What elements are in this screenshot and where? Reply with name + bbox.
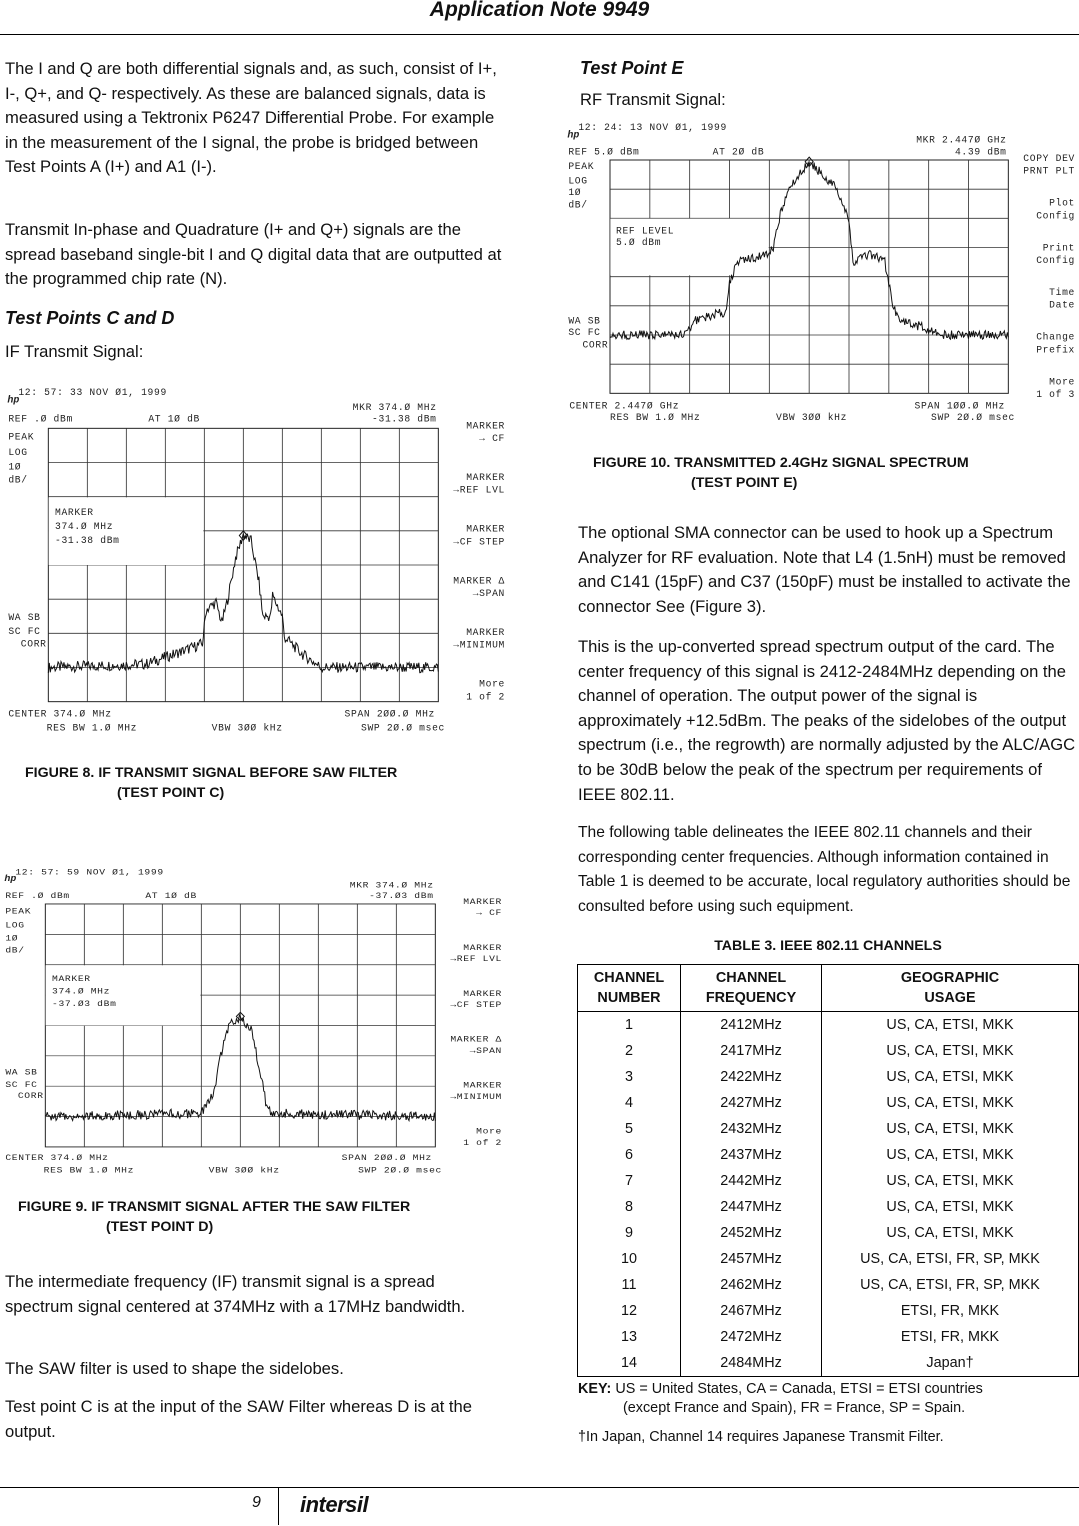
correction-label: SC FC <box>8 626 41 637</box>
paragraph: The I and Q are both differential signals and, as such, consist of I+, I-, Q+, and Q- respectively. As these are balanced signals, data is measured using a Tektronix P6247 Differential Probe. For example in the measurement of the I signal, the probe is bridged between Test Points A (I+) and A1 (I-). <box>5 59 497 177</box>
correction-label: CORR <box>582 339 609 351</box>
softkey-label: Time <box>1049 287 1075 298</box>
geographic-usage: US, CA, ETSI, MKK <box>822 1038 1079 1064</box>
annotation-text: 374.Ø MHz <box>52 985 111 997</box>
geographic-usage: US, CA, ETSI, FR, SP, MKK <box>822 1272 1079 1298</box>
softkey-label: Prefix <box>1036 344 1075 356</box>
subheading: RF Transmit Signal: <box>580 90 726 109</box>
caption-line: (TEST POINT E) <box>691 475 798 491</box>
scale-label: 1Ø <box>568 187 582 198</box>
channel-number: 11 <box>578 1272 681 1298</box>
softkey-label: MARKER <box>463 1080 502 1091</box>
frequency-span: SPAN 2ØØ.Ø MHz <box>341 1152 432 1164</box>
correction-label: SC FC <box>5 1079 38 1090</box>
geographic-usage: ETSI, FR, MKK <box>822 1298 1079 1324</box>
softkey-label: 1 of 2 <box>466 691 505 703</box>
marker-frequency: MKR 374.Ø MHz <box>349 880 434 891</box>
center-frequency: CENTER 374.Ø MHz <box>5 1152 109 1164</box>
softkey-label: MARKER <box>463 942 502 953</box>
table-row <box>578 1012 1079 1039</box>
channel-frequency: 2484MHz <box>681 1350 822 1377</box>
channel-frequency: 2442MHz <box>681 1168 822 1194</box>
correction-label: WA SB <box>8 612 41 623</box>
caption-line: FIGURE 8. IF TRANSMIT SIGNAL BEFORE SAW FILTER <box>25 765 398 781</box>
softkey-label: →CF STEP <box>450 999 502 1010</box>
softkey-label: MARKER <box>466 627 505 638</box>
geographic-usage: US, CA, ETSI, MKK <box>822 1064 1079 1090</box>
table-footnote: †In Japan, Channel 14 requires Japanese Transmit Filter. <box>578 1429 944 1445</box>
attenuation: AT 1Ø dB <box>148 413 201 425</box>
center-frequency: CENTER 374.Ø MHz <box>8 708 112 720</box>
figure-8-spectrum-plot <box>0 380 520 740</box>
header-line: USAGE <box>924 990 976 1006</box>
figure-10-spectrum-plot <box>560 115 1079 425</box>
caption-line: (TEST POINT D) <box>106 1219 214 1235</box>
page-header-title: Application Note 9949 <box>429 0 650 21</box>
channel-number: 1 <box>578 1012 681 1039</box>
annotation-text: -31.38 dBm <box>55 535 120 546</box>
paragraph: This is the up-converted spread spectrum output of the card. The center frequency of this signal is 2412-2484MHz depending on the channel of operation. The output power of the signal is approximately +12.5dBm. The peaks of the sidelobes of the output spectrum (i.e., the regrowth) are normally adjusted by the ALC/AGC to be 30dB below the peak of the spectrum per requirements of IEEE 802.11. <box>578 637 1076 804</box>
channel-number: 4 <box>578 1090 681 1116</box>
channel-number: 9 <box>578 1220 681 1246</box>
correction-label: WA SB <box>5 1066 38 1078</box>
column-header <box>578 965 681 1012</box>
reference-level: REF .Ø dBm <box>8 413 73 425</box>
header-line: GEOGRAPHIC <box>900 970 1000 986</box>
geographic-usage: ETSI, FR, MKK <box>822 1324 1079 1350</box>
geographic-usage: Japan† <box>822 1350 1079 1377</box>
footer-rule <box>0 1487 1079 1488</box>
resolution-bandwidth: RES BW 1.Ø MHz <box>43 1165 135 1176</box>
figure-8-caption <box>25 763 397 803</box>
sweep-time: SWP 2Ø.Ø msec <box>361 722 445 734</box>
softkey-label: MARKER <box>466 523 505 535</box>
channel-number: 3 <box>578 1064 681 1090</box>
softkey-label: →SPAN <box>472 588 505 599</box>
table-row <box>578 1350 1079 1377</box>
channel-number: 8 <box>578 1194 681 1220</box>
resolution-bandwidth: RES BW 1.Ø MHz <box>46 722 138 734</box>
scale-label: dB/ <box>8 474 28 486</box>
geographic-usage: US, CA, ETSI, MKK <box>822 1142 1079 1168</box>
correction-label: CORR <box>17 1090 44 1101</box>
paragraph: Transmit In-phase and Quadrature (I+ and Q+) signals are the spread baseband single-bit I and Q digital data that are outputted at the programmed chip rate (N). <box>5 220 502 289</box>
scale-label: PEAK <box>568 161 595 172</box>
softkey-label: → CF <box>479 433 505 444</box>
correction-label: WA SB <box>568 315 601 327</box>
resolution-bandwidth: RES BW 1.Ø MHz <box>610 412 701 423</box>
softkey-label: →REF LVL <box>450 953 502 964</box>
softkey-label: → CF <box>476 907 502 919</box>
timestamp: 12: 57: 59 NOV Ø1, 1999 <box>15 866 164 878</box>
marker-level: -37.Ø3 dBm <box>369 890 434 901</box>
softkey-label: →MINIMUM <box>450 1091 502 1102</box>
header-line: NUMBER <box>597 990 661 1006</box>
figure-9-spectrum-plot <box>0 861 517 1181</box>
table-row <box>578 1168 1079 1194</box>
attenuation: AT 1Ø dB <box>145 890 197 901</box>
channel-frequency: 2432MHz <box>681 1116 822 1142</box>
geographic-usage: US, CA, ETSI, MKK <box>822 1116 1079 1142</box>
footer-divider <box>278 1487 279 1525</box>
channel-frequency: 2467MHz <box>681 1298 822 1324</box>
geographic-usage: US, CA, ETSI, MKK <box>822 1168 1079 1194</box>
geographic-usage: US, CA, ETSI, FR, SP, MKK <box>822 1246 1079 1272</box>
annotation-text: -37.Ø3 dBm <box>52 998 117 1009</box>
section-heading: Test Point E <box>580 58 684 78</box>
annotation-text: MARKER <box>52 973 91 984</box>
column-header <box>822 965 1079 1012</box>
key-label: KEY: <box>578 1381 612 1397</box>
channel-frequency: 2457MHz <box>681 1246 822 1272</box>
softkey-label: COPY DEV <box>1023 153 1075 164</box>
softkey-label: MARKER <box>466 472 505 483</box>
channel-frequency: 2412MHz <box>681 1012 822 1039</box>
channel-number: 2 <box>578 1038 681 1064</box>
table-caption: TABLE 3. IEEE 802.11 CHANNELS <box>714 938 942 954</box>
softkey-label: Config <box>1036 210 1075 222</box>
channel-frequency: 2437MHz <box>681 1142 822 1168</box>
softkey-label: Plot <box>1049 197 1075 209</box>
softkey-label: Date <box>1049 299 1075 311</box>
channel-number: 13 <box>578 1324 681 1350</box>
softkey-label: →SPAN <box>469 1045 502 1056</box>
softkey-label: MARKER <box>463 896 502 907</box>
channel-number: 12 <box>578 1298 681 1324</box>
hp-logo: hp <box>4 873 17 884</box>
geographic-usage: US, CA, ETSI, MKK <box>822 1220 1079 1246</box>
marker-frequency: MKR 2.447Ø GHz <box>916 134 1007 146</box>
video-bandwidth: VBW 3ØØ kHz <box>211 722 283 734</box>
annotation-text: 374.Ø MHz <box>55 521 114 532</box>
intersil-logo: intersil <box>300 1492 369 1517</box>
channel-number: 10 <box>578 1246 681 1272</box>
table-row <box>578 1142 1079 1168</box>
header-line: CHANNEL <box>593 970 665 986</box>
paragraph: The SAW filter is used to shape the sidelobes. <box>5 1359 344 1378</box>
timestamp: 12: 24: 13 NOV Ø1, 1999 <box>578 122 727 133</box>
softkey-label: 1 of 2 <box>463 1137 502 1148</box>
section-heading: Test Points C and D <box>5 308 175 328</box>
key-text: (except France and Spain), FR = France, SP = Spain. <box>623 1400 966 1416</box>
table-row <box>578 1116 1079 1142</box>
channel-number: 14 <box>578 1350 681 1377</box>
reference-level: REF 5.Ø dBm <box>568 146 640 158</box>
marker-level: -31.38 dBm <box>372 413 437 425</box>
annotation-text: 5.Ø dBm <box>616 237 662 248</box>
scale-label: PEAK <box>5 906 32 917</box>
scale-label: dB/ <box>568 199 588 211</box>
softkey-label: →MINIMUM <box>453 639 505 651</box>
table-row <box>578 1194 1079 1220</box>
header-rule <box>0 34 1079 35</box>
paragraph: The optional SMA connector can be used to hook up a Spectrum Analyzer for RF evaluation. Note that L4 (1.5nH) must be removed and C141 (15pF) and C37 (150pF) must be installed to activate the connector See (Figure 3). <box>578 523 1071 616</box>
center-frequency: CENTER 2.447Ø GHz <box>569 400 680 412</box>
channel-number: 5 <box>578 1116 681 1142</box>
scale-label: PEAK <box>8 431 35 443</box>
table-row <box>578 1064 1079 1090</box>
table-key <box>578 1380 983 1418</box>
table-row <box>578 1246 1079 1272</box>
key-text: US = United States, CA = Canada, ETSI = ETSI countries <box>615 1381 983 1397</box>
channel-frequency: 2462MHz <box>681 1272 822 1298</box>
softkey-label: MARKER Δ <box>450 1034 502 1045</box>
hp-logo: hp <box>7 395 20 407</box>
caption-line: FIGURE 9. IF TRANSMIT SIGNAL AFTER THE SAW FILTER <box>18 1199 411 1215</box>
paragraph: The intermediate frequency (IF) transmit signal is a spread spectrum signal centered at 374MHz with a 17MHz bandwidth. <box>5 1272 466 1316</box>
figure-9-caption <box>18 1197 410 1237</box>
channel-frequency: 2427MHz <box>681 1090 822 1116</box>
table-row <box>578 1038 1079 1064</box>
softkey-label: 1 of 3 <box>1036 389 1075 400</box>
geographic-usage: US, CA, ETSI, MKK <box>822 1012 1079 1039</box>
sweep-time: SWP 2Ø.Ø msec <box>358 1165 442 1176</box>
channel-frequency: 2417MHz <box>681 1038 822 1064</box>
channels-table <box>577 964 1079 1377</box>
table-row <box>578 1272 1079 1298</box>
subheading: IF Transmit Signal: <box>5 342 144 361</box>
channel-frequency: 2422MHz <box>681 1064 822 1090</box>
page-number: 9 <box>252 1494 261 1511</box>
frequency-span: SPAN 2ØØ.Ø MHz <box>344 708 435 720</box>
softkey-label: More <box>1049 376 1075 388</box>
marker-frequency: MKR 374.Ø MHz <box>352 402 437 413</box>
caption-line: FIGURE 10. TRANSMITTED 2.4GHz SIGNAL SPECTRUM <box>593 455 969 471</box>
geographic-usage: US, CA, ETSI, MKK <box>822 1194 1079 1220</box>
correction-label: CORR <box>20 638 47 650</box>
paragraph: Test point C is at the input of the SAW Filter whereas D is at the output. <box>5 1397 472 1441</box>
geographic-usage: US, CA, ETSI, MKK <box>822 1090 1079 1116</box>
figure-10-caption <box>593 453 969 493</box>
sweep-time: SWP 2Ø.Ø msec <box>931 412 1015 423</box>
softkey-label: Config <box>1036 255 1075 266</box>
annotation-text: REF LEVEL <box>616 225 675 237</box>
header-line: FREQUENCY <box>705 990 797 1006</box>
table-row <box>578 1220 1079 1246</box>
header-line: CHANNEL <box>715 970 787 986</box>
scale-label: LOG <box>8 447 28 458</box>
hp-logo: hp <box>567 130 580 142</box>
softkey-label: More <box>479 678 505 690</box>
timestamp: 12: 57: 33 NOV Ø1, 1999 <box>18 387 167 398</box>
reference-level: REF .Ø dBm <box>5 890 70 901</box>
channel-number: 6 <box>578 1142 681 1168</box>
frequency-span: SPAN 1ØØ.Ø MHz <box>914 400 1005 412</box>
annotation-text: MARKER <box>55 507 94 518</box>
channel-number: 7 <box>578 1168 681 1194</box>
correction-label: SC FC <box>568 327 601 338</box>
scale-label: 1Ø <box>8 461 22 473</box>
table-header-row <box>578 965 1079 1012</box>
softkey-label: Change <box>1036 331 1075 343</box>
softkey-label: PRNT PLT <box>1023 165 1075 177</box>
table-row <box>578 1298 1079 1324</box>
attenuation: AT 2Ø dB <box>712 146 765 158</box>
scale-label: dB/ <box>5 944 25 956</box>
scale-label: LOG <box>568 175 588 187</box>
softkey-label: →CF STEP <box>453 536 505 548</box>
channel-frequency: 2472MHz <box>681 1324 822 1350</box>
marker-level: 4.39 dBm <box>954 146 1007 158</box>
paragraph: The following table delineates the IEEE 802.11 channels and their corresponding center frequencies. Although information contained in Table 1 is deemed to be accurate, local regulatory authorities should be consulted before using such equipment. <box>578 824 1071 915</box>
channel-frequency: 2452MHz <box>681 1220 822 1246</box>
scale-label: LOG <box>5 920 25 931</box>
video-bandwidth: VBW 3ØØ kHz <box>208 1165 280 1176</box>
video-bandwidth: VBW 3ØØ kHz <box>776 412 848 423</box>
table-row <box>578 1090 1079 1116</box>
scale-label: 1Ø <box>5 932 19 944</box>
caption-line: (TEST POINT C) <box>117 785 225 801</box>
softkey-label: →REF LVL <box>453 484 505 496</box>
softkey-label: MARKER <box>466 420 505 432</box>
softkey-label: More <box>476 1126 502 1137</box>
table-row <box>578 1324 1079 1350</box>
softkey-label: MARKER Δ <box>453 575 505 587</box>
softkey-label: Print <box>1042 242 1075 254</box>
column-header <box>681 965 822 1012</box>
softkey-label: MARKER <box>463 988 502 999</box>
channel-frequency: 2447MHz <box>681 1194 822 1220</box>
